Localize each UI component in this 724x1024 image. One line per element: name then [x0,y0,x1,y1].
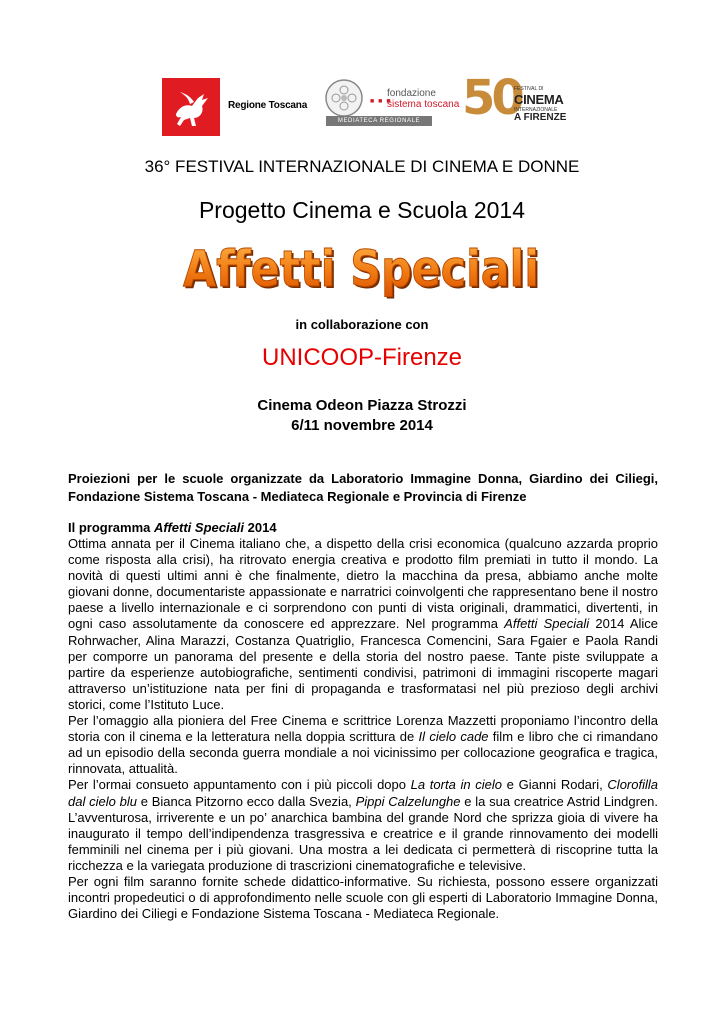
affetti-speciali-title [178,236,544,300]
pegasus-flag-icon [162,78,220,136]
p1-text-c: 2014 Alice Rohrwacher, Alina Marazzi, Costanza Quatriglio, Francesca Comencini, Sara Fgaier e Paola Randi per comporre un panorama del presente e della storia del nostro paese. Tante piste sviluppate a partire da esperienze autobiografiche, sentimenti condivisi, patrimoni di immagini riscoperte magari attraverso un’istituzione nata per fini di propaganda e trasformatasi nel più prezioso degli archivi storici, come l’Istituto Luce. [68,616,659,712]
program-title-italic: Affetti Speciali [153,520,245,535]
p1-text-a: Ottima annata per il Cinema italiano che, a dispetto della crisi economica (qualcuno azzarda proprio come risposta alla crisi), ha ritrovato energia creativa e prodotto film premiati in tutto il mondo. La novità di questi ultimi anni è che finalmente, dietro la macchina da presa, abbiamo anche molte giovani donne, documentariste appassionate e narratrici coinvolgenti che rappresentano bene il nostro paese a livello internazionale e ci sorprendono con punti di vista originali, drammatici, divertenti, in ogni caso assolutamente da conoscere ed apprezzare. Nel programma [68,536,658,632]
program-title-prefix: Il programma [68,520,154,535]
fondazione-dots: ■ ■ ■ [370,98,392,105]
p3-text-e: e Bianca Pitzorno ecco dalla Svezia, [136,793,356,809]
p3-text-c: e Gianni Rodari, [502,777,608,793]
festival-heading: 36° FESTIVAL INTERNAZIONALE DI CINEMA E DONNE [144,157,580,176]
affetti-title-text: Affetti Speciali [183,240,539,298]
fifty-middle-text: INTERNAZIONALE [514,107,558,113]
p3-italic-f: Pippi Calzelunghe [355,793,461,809]
logo-bar [0,70,724,138]
fifty-number: 50 [462,70,521,126]
paragraph-1 [68,536,658,713]
p3-italic-b: La torta in cielo [410,777,503,793]
p3-text-a: Per l’ormai consueto appuntamento con i più piccoli dopo [68,777,411,793]
collaboration-label: in collaborazione con [295,317,429,332]
fifty-firenze-text: A FIRENZE [514,112,567,123]
venue-block [0,396,724,436]
fifty-cinema-text: CINEMA [514,92,564,107]
p2-italic: Il cielo cade [418,729,489,745]
film-ball-icon [324,78,364,118]
fondazione-line2: sistema toscana [387,99,460,110]
program-body [68,536,658,922]
event-dates: 6/11 novembre 2014 [291,417,433,434]
paragraph-2 [68,713,658,777]
intro-paragraph: Proiezioni per le scuole organizzate da Laboratorio Immagine Donna, Giardino dei Ciliegi, Fondazione Sistema Toscana - Mediateca Regionale e Provincia di Firenze [68,471,658,504]
program-title [68,520,277,535]
affetti-title-shadow: Affetti Speciali [185,242,541,300]
fondazione-sistema-toscana-logo [322,76,460,126]
paragraph-4: Per ogni film saranno fornite schede didattico-informative. Su richiesta, possono essere organizzati incontri propedeutici o di approfondimento nelle scuole con gli esperti di Laboratorio Immagine Donna, Giardino dei Ciliegi e Fondazione Sistema Toscana - Mediateca Regionale. [68,873,658,922]
regione-toscana-logo [162,78,312,136]
p1-italic: Affetti Speciali [504,616,590,632]
mediateca-bar: MEDIATECA REGIONALE [326,116,432,126]
p3-italic-d: Clorofilla dal cielo blu [68,777,658,809]
fifty-top-text: FESTIVAL DI [514,86,544,92]
paragraph-3 [68,777,658,874]
regione-toscana-name: Regione Toscana [228,100,308,111]
fifty-cinema-logo [462,70,572,136]
fondazione-line1: fondazione [387,88,436,99]
p2-text-c: film e libro che ci rimandano ad un episodio della seconda guerra mondiale a noi vicinissimo per collocazione geografica e tragica, rinnovata, attualità. [68,729,658,777]
p2-text-a: Per l’omaggio alla pioniera del Free Cinema e scrittrice Lorenza Mazzetti proponiamo l’incontro della storia con il cinema e la letteratura nella doppia scrittura de [68,713,658,745]
partner-name: UNICOOP-Firenze [261,344,463,371]
venue-name: Cinema Odeon Piazza Strozzi [257,397,467,414]
program-title-suffix: 2014 [244,520,277,535]
project-heading: Progetto Cinema e Scuola 2014 [198,197,526,223]
p3-text-g: e la sua creatrice Astrid Lindgren. L’avventurosa, irriverente e un po’ anarchica bambina del grande Nord che sprizza gioia di vivere ha inaugurato il tempo dell’indipendenza trasgressiva e creatrice e il grande rinnovamento dei modelli femminili nel cinema per i più giovani. Una mostra a lei dedicata ci permetterà di riscoprine tutta la ricchezza e la variegata produzione di trascrizioni cinematografiche e televisive. [68,793,658,873]
